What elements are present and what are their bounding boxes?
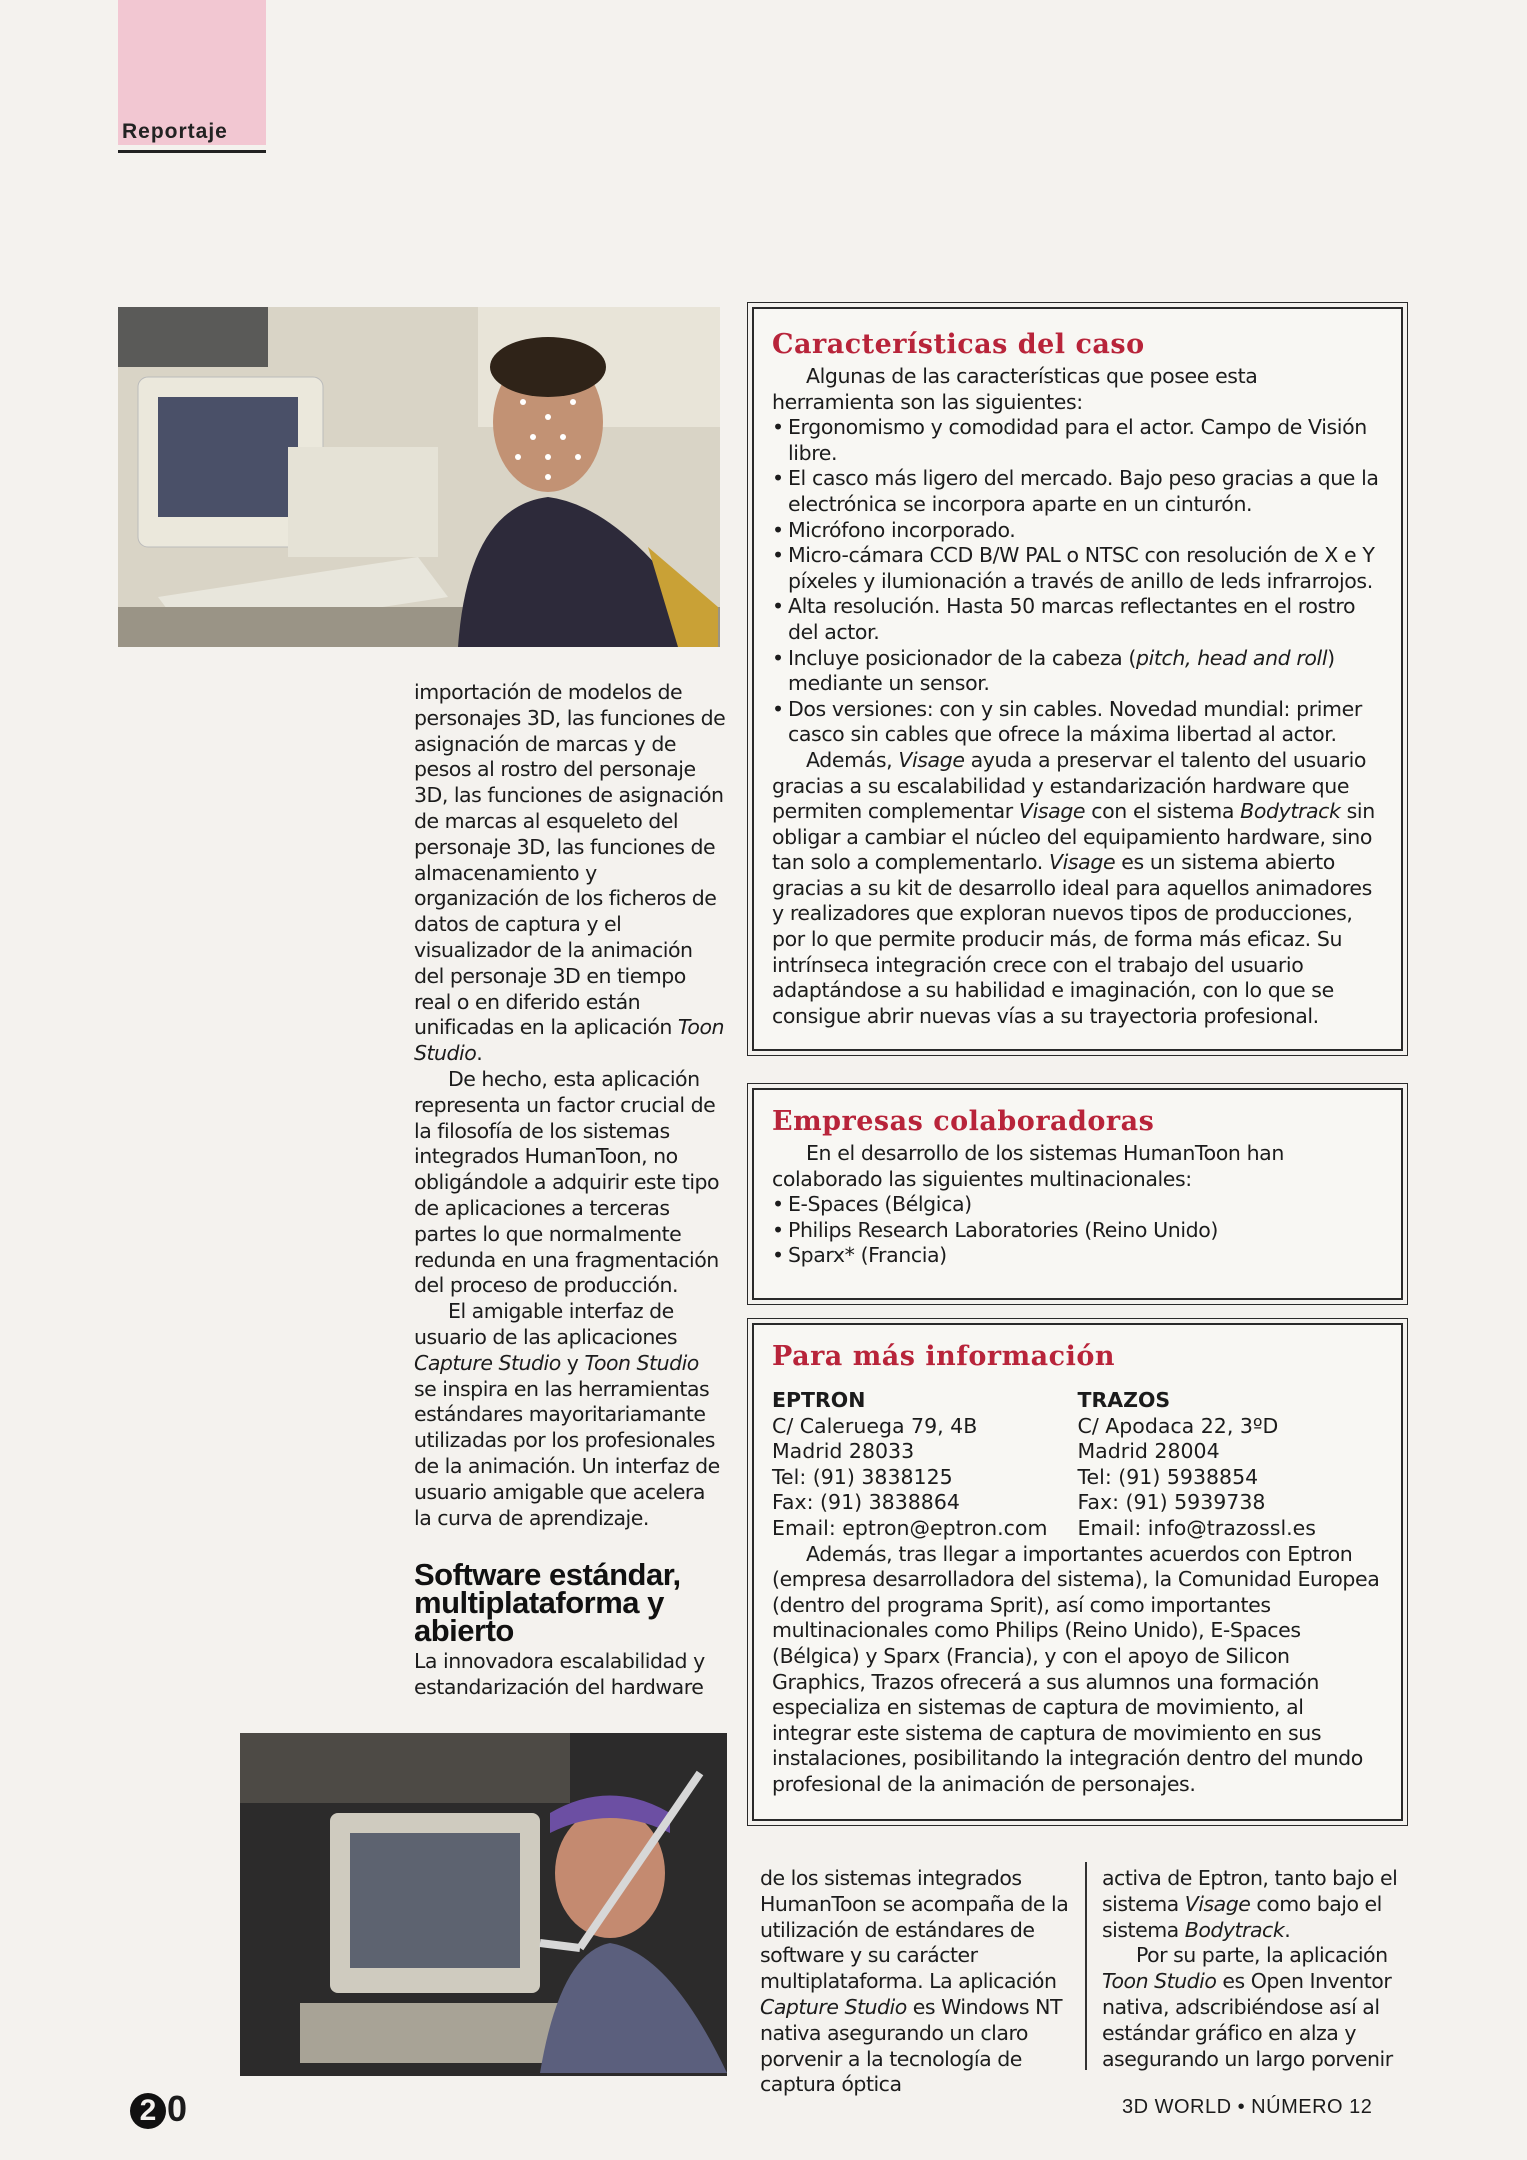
column-divider [1085, 1862, 1087, 2070]
caracteristicas-intro: Algunas de las características que posee esta herramienta son las siguientes: [772, 364, 1258, 414]
left-paragraph-3: El amigable interfaz de usuario de las aplicaciones Capture Studio y Toon Studio se inspira en las herramientas estándares mayoritariamante utilizadas por los profesionales de la animación. Un interfaz de usuario amigable que acelera la curva de aprendizaje. [414, 1299, 720, 1530]
magazine-footer: 3D WORLD • NÚMERO 12 [1122, 2096, 1373, 2118]
contact-trazos-email[interactable]: Email: info@trazossl.es [1077, 1515, 1316, 1540]
box-caracteristicas-title: Características del caso [772, 329, 1145, 360]
caracteristicas-bullet-4: • Micro-cámara CCD B/W PAL o NTSC con resolución de X e Y píxeles y ilumionación a través de anillo de leds infrarrojos. [772, 543, 1383, 594]
box-info-body [772, 1542, 1383, 1798]
page-number-rest: 0 [167, 2088, 188, 2129]
caracteristicas-closing: Además, Visage ayuda a preservar el talento del usuario gracias a su escalabilidad y estandarización hardware que permiten complementar Visage con el sistema Bodytrack sin obligar a cambiar el núcleo del equipamiento hardware, sino tan solo a complementarlo. Visage es un sistema abierto gracias a su kit de desarrollo ideal para aquellos animadores y realizadores que exploran nuevos tipos de producciones, por lo que permite producir más, de forma más eficaz. Su intrínseca integración crece con el trabajo del usuario adaptándose a su habilidad e imaginación, con lo que se consigue abrir nuevas vías a su trayectoria profesional. [772, 747, 1375, 1028]
empresas-bullet-1: • E-Spaces (Bélgica) [772, 1192, 1383, 1218]
bottom-column-2-p1: activa de Eptron, tanto bajo el sistema Visage como bajo el sistema Bodytrack. [1102, 1866, 1398, 1942]
contact-trazos-address: C/ Apodaca 22, 3ºD [1077, 1413, 1279, 1438]
contact-trazos-name: TRAZOS [1077, 1388, 1171, 1412]
box-empresas-body [772, 1141, 1383, 1269]
photo-helmet [240, 1733, 727, 2076]
info-closing: Además, tras llegar a importantes acuerdos con Eptron (empresa desarrolladora del sistema), la Comunidad Europea (dentro del programa Sprit), así como importantes multinacionales como Philips (Reino Unido), E-Spaces (Bélgica) y Sparx (Francia), y con el apoyo de Silicon Graphics, Trazos ofrecerá a sus alumnos una formación especializa en sistemas de captura de movimiento, al integrar este sistema de captura de movimiento en sus instalaciones, posibilitando la integración dentro del mundo profesional de la animación de personajes. [772, 1541, 1380, 1796]
contact-eptron-email[interactable]: Email: eptron@eptron.com [772, 1515, 1048, 1540]
left-paragraph-4: La innovadora escalabilidad y estandarización del hardware [414, 1649, 705, 1700]
bottom-column-2 [1102, 1866, 1406, 2072]
contact-trazos-city: Madrid 28004 [1077, 1439, 1220, 1464]
box-info-title: Para más información [772, 1341, 1115, 1372]
caracteristicas-bullet-5: • Alta resolución. Hasta 50 marcas reflectantes en el rostro del actor. [772, 594, 1383, 645]
page-number [130, 2088, 187, 2130]
subheading: Software estándar, multiplataforma y abierto [414, 1557, 681, 1649]
contact-trazos-tel: Tel: (91) 5938854 [1077, 1464, 1259, 1489]
contact-eptron-name: EPTRON [772, 1388, 866, 1412]
contact-eptron-fax: Fax: (91) 3838864 [772, 1490, 960, 1515]
photo-helmet-image [240, 1733, 727, 2076]
page-number-circle: 2 [130, 2093, 166, 2129]
box-empresas-title: Empresas colaboradoras [772, 1106, 1155, 1137]
photo-face-markers [118, 307, 720, 647]
contact-list [772, 1388, 1383, 1542]
left-paragraph-1: importación de modelos de personajes 3D, las funciones de asignación de marcas y de pesos al rostro del personaje 3D, las funciones de asignación de marcas al esqueleto del personaje 3D, las funciones de almacenamiento y organización de los ficheros de datos de captura y el visualizador de la animación del personaje 3D en tiempo real o en diferido están unificadas en la aplicación Toon Studio. [414, 680, 726, 1066]
left-paragraph-2: De hecho, esta aplicación representa un factor crucial de la filosofía de los sistemas integrados HumanToon, no obligándole a adquirir este tipo de aplicaciones a terceras partes lo que normalmente redunda en una fragmentación del proceso de producción. [414, 1066, 720, 1298]
contact-eptron-tel: Tel: (91) 3838125 [772, 1464, 953, 1489]
bottom-column-1 [760, 1866, 1070, 2098]
photo-face-markers-image [118, 307, 720, 647]
box-info [752, 1323, 1403, 1821]
contact-eptron-city: Madrid 28033 [772, 1439, 915, 1464]
caracteristicas-bullet-2: • El casco más ligero del mercado. Bajo peso gracias a que la electrónica se incorpora aparte en un cinturón. [772, 466, 1383, 517]
contact-eptron-address: C/ Caleruega 79, 4B [772, 1413, 978, 1438]
caracteristicas-bullet-3: • Micrófono incorporado. [772, 518, 1383, 544]
section-rule [118, 150, 266, 153]
box-caracteristicas [752, 307, 1403, 1051]
contact-eptron [772, 1388, 1078, 1542]
empresas-bullet-3: • Sparx* (Francia) [772, 1243, 1383, 1269]
contact-trazos-fax: Fax: (91) 5939738 [1077, 1490, 1266, 1515]
box-caracteristicas-body [772, 364, 1383, 1029]
caracteristicas-bullet-1: • Ergonomismo y comodidad para el actor. Campo de Visión libre. [772, 415, 1383, 466]
caracteristicas-bullet-7: • Dos versiones: con y sin cables. Novedad mundial: primer casco sin cables que ofrece la máxima libertad al actor. [772, 697, 1383, 748]
bottom-column-1-text: de los sistemas integrados HumanToon se acompaña de la utilización de estándares de software y su carácter multiplataforma. La aplicación Capture Studio es Windows NT nativa asegurando un claro porvenir a la tecnología de captura óptica [760, 1866, 1069, 2097]
section-label: Reportaje [122, 120, 228, 143]
contact-trazos [1078, 1388, 1384, 1542]
bottom-column-2-p2: Por su parte, la aplicación Toon Studio es Open Inventor nativa, adscribiéndose así al estándar gráfico en alza y asegurando un largo porvenir [1102, 1943, 1393, 2071]
box-empresas [752, 1088, 1403, 1300]
left-column [414, 680, 726, 1701]
empresas-intro: En el desarrollo de los sistemas HumanToon han colaborado las siguientes multinacionales: [772, 1141, 1284, 1191]
empresas-bullet-2: • Philips Research Laboratories (Reino Unido) [772, 1218, 1383, 1244]
caracteristicas-bullet-6: • Incluye posicionador de la cabeza (pitch, head and roll) mediante un sensor. [772, 646, 1383, 697]
